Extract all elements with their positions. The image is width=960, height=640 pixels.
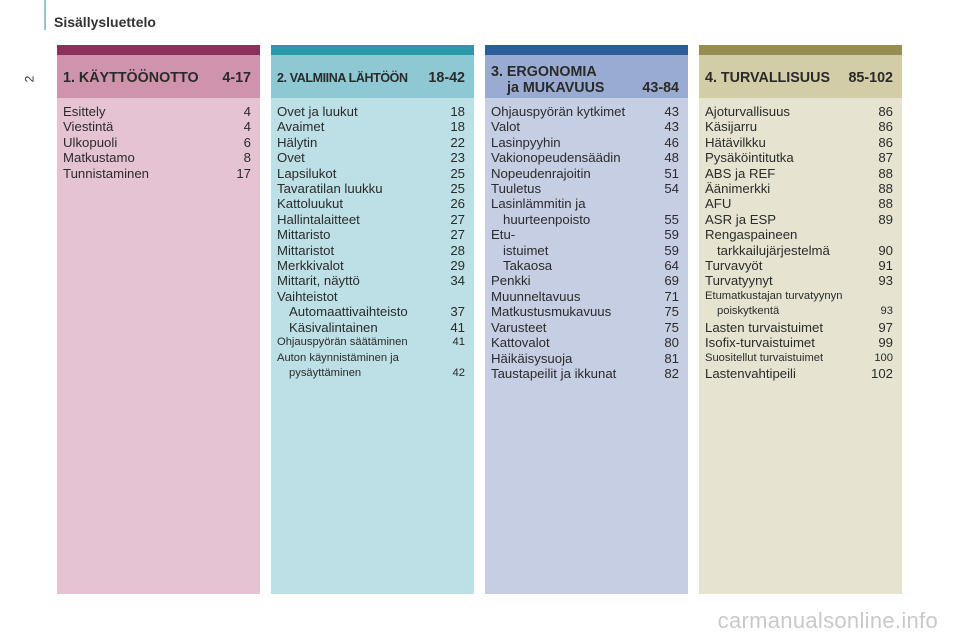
toc-entry-label: Mittaristot <box>277 242 335 258</box>
toc-entry-label: Nopeudenrajoitin <box>491 165 591 181</box>
toc-entry-label: Hallintalaitteet <box>277 211 360 227</box>
toc-entry-label: Vakionopeudensäädin <box>491 150 621 166</box>
toc-entry-label: Käsijarru <box>705 119 758 135</box>
toc-entry[interactable] <box>705 181 893 196</box>
toc-entry[interactable] <box>63 119 251 134</box>
toc-entry-label: Esittely <box>63 104 106 119</box>
toc-section-turvallisuus <box>699 45 902 594</box>
toc-entry[interactable] <box>277 104 465 119</box>
toc-entry-label: ASR ja ESP <box>705 211 777 227</box>
toc-entry-page: 17 <box>236 165 251 181</box>
section-title: 3. ERGONOMIA <box>491 64 597 80</box>
header-accent-line <box>44 0 46 30</box>
toc-entry-page: 88 <box>878 165 893 181</box>
toc-entry-page: 23 <box>450 150 465 166</box>
toc-entry-label: Ovet <box>277 150 305 166</box>
toc-entry-page: 51 <box>664 165 679 181</box>
section-title: 2. VALMIINA LÄHTÖÖN <box>277 71 408 85</box>
toc-entry-page: 86 <box>878 119 893 135</box>
toc-entry[interactable] <box>705 166 893 181</box>
toc-entry-page: 4 <box>243 104 251 119</box>
toc-entry-page: 86 <box>878 104 893 119</box>
toc-entry-label-continued: huurteenpoisto <box>503 211 591 227</box>
toc-entry-page: 87 <box>878 150 893 166</box>
toc-entry-page: 54 <box>664 181 679 197</box>
page-number: 2 <box>22 75 37 83</box>
toc-entry-label: Käsivalintainen <box>289 319 378 335</box>
toc-entry-page: 26 <box>450 196 465 212</box>
toc-entry-page: 42 <box>452 366 465 379</box>
section-color-bar <box>271 45 474 55</box>
toc-entry-label: Etumatkustajan turvatyynyn <box>705 289 843 302</box>
section-header[interactable] <box>699 55 902 98</box>
toc-entry-page: 34 <box>450 273 465 289</box>
toc-entry-page: 69 <box>664 273 679 289</box>
toc-entry-page: 41 <box>450 319 465 335</box>
toc-entry-page: 4 <box>243 119 251 135</box>
toc-entry-label: Pysäköintitutka <box>705 150 794 166</box>
toc-entry-page: 91 <box>878 258 893 274</box>
toc-entry[interactable] <box>63 166 251 181</box>
section-color-bar <box>57 45 260 55</box>
toc-entry[interactable] <box>277 166 465 181</box>
toc-entry-page: 8 <box>243 150 251 166</box>
toc-entry[interactable] <box>277 273 465 288</box>
toc-entry-page: 48 <box>664 150 679 166</box>
toc-entry-page: 88 <box>878 196 893 212</box>
toc-entry[interactable] <box>705 273 893 288</box>
toc-entry-label: Ajoturvallisuus <box>705 104 791 119</box>
toc-entry-page: 80 <box>664 335 679 351</box>
toc-entry-label: Ovet ja luukut <box>277 104 358 119</box>
section-pages: 43-84 <box>642 80 679 96</box>
toc-entry[interactable] <box>491 150 679 165</box>
toc-entry-label: Mittarit, näyttö <box>277 273 360 289</box>
toc-entry-page: 71 <box>664 288 679 304</box>
toc-entry[interactable] <box>705 366 893 381</box>
watermark: carmanualsonline.info <box>717 608 938 633</box>
toc-entry[interactable] <box>277 227 465 242</box>
toc-entry[interactable] <box>277 135 465 150</box>
toc-entry-label: Valot <box>491 119 521 135</box>
toc-entry-label: Lasten turvaistuimet <box>705 319 824 335</box>
toc-entry-label: Ulkopuoli <box>63 134 118 150</box>
toc-entry-page: 43 <box>664 119 679 135</box>
toc-entry[interactable] <box>491 196 679 227</box>
toc-entry-page: 18 <box>450 119 465 135</box>
toc-entry-page: 102 <box>870 365 893 381</box>
toc-entry[interactable] <box>277 150 465 165</box>
toc-entry[interactable] <box>277 196 465 211</box>
toc-entry[interactable] <box>491 273 679 288</box>
toc-entry-label: Hälytin <box>277 134 318 150</box>
toc-entry[interactable] <box>705 320 893 335</box>
section-header[interactable] <box>271 55 474 98</box>
toc-entry-label: Isofix-turvaistuimet <box>705 335 815 351</box>
toc-entry-label: Merkkivalot <box>277 258 344 274</box>
toc-entry[interactable] <box>491 258 679 273</box>
toc-entry-page: 28 <box>450 242 465 258</box>
toc-entry-label: Lapsilukot <box>277 165 337 181</box>
toc-entry[interactable] <box>491 104 679 119</box>
toc-entry-label: ABS ja REF <box>705 165 776 181</box>
toc-entry-label: Takaosa <box>503 258 553 274</box>
toc-entry-page: 27 <box>450 211 465 227</box>
toc-entry-label: Kattoluukut <box>277 196 343 212</box>
toc-entry-page: 25 <box>450 181 465 197</box>
toc-entry-page: 55 <box>664 211 679 227</box>
toc-entry-page: 81 <box>664 350 679 366</box>
toc-entry-label: Auton käynnistäminen ja <box>277 351 399 364</box>
toc-entry[interactable] <box>491 181 679 196</box>
toc-entry-label: Äänimerkki <box>705 181 771 197</box>
toc-entry-page: 82 <box>664 365 679 381</box>
toc-entry-label: Matkustusmukavuus <box>491 304 612 320</box>
toc-entry-label: Muunneltavuus <box>491 288 581 304</box>
section-color-bar <box>485 45 688 55</box>
toc-entry-page: 93 <box>880 305 893 318</box>
toc-entry[interactable] <box>705 351 893 366</box>
toc-entry-label: Kattovalot <box>491 335 550 351</box>
toc-entry[interactable] <box>705 104 893 119</box>
toc-entry-label: Ohjauspyörän kytkimet <box>491 104 626 119</box>
toc-entry[interactable] <box>277 320 465 335</box>
toc-entry-page: 29 <box>450 258 465 274</box>
toc-list <box>271 98 474 381</box>
toc-entry-page: 27 <box>450 227 465 243</box>
toc-entry-page: 90 <box>878 242 893 258</box>
toc-entry[interactable] <box>491 243 679 258</box>
toc-entry-label: Mittaristo <box>277 227 331 243</box>
toc-entry-page: 75 <box>664 304 679 320</box>
toc-entry-label: Turvavyöt <box>705 258 763 274</box>
toc-entry[interactable] <box>277 212 465 227</box>
toc-entry-label: Suositellut turvaistuimet <box>705 351 824 364</box>
section-pages: 18-42 <box>428 70 465 86</box>
toc-entry-page: 99 <box>878 335 893 351</box>
toc-entry[interactable] <box>63 135 251 150</box>
toc-entry[interactable] <box>277 181 465 196</box>
toc-entry-label: Tuuletus <box>491 181 542 197</box>
toc-entry[interactable] <box>63 150 251 165</box>
toc-entry-label: Ohjauspyörän säätäminen <box>277 336 408 349</box>
toc-entry[interactable] <box>491 135 679 150</box>
toc-entry-page: 46 <box>664 134 679 150</box>
toc-entry-page: 93 <box>878 273 893 289</box>
toc-entry[interactable] <box>277 289 465 304</box>
toc-entry-label: Penkki <box>491 273 531 289</box>
toc-entry[interactable] <box>277 258 465 273</box>
toc-entry[interactable] <box>491 320 679 335</box>
toc-entry[interactable] <box>277 243 465 258</box>
toc-entry-page: 89 <box>878 211 893 227</box>
toc-entry-page: 86 <box>878 134 893 150</box>
toc-entry-label: Hätävilkku <box>705 134 766 150</box>
toc-entry[interactable] <box>491 366 679 381</box>
section-title: 1. KÄYTTÖÖNOTTO <box>63 70 199 86</box>
toc-entry-label: Viestintä <box>63 119 114 135</box>
toc-entry-page: 64 <box>664 258 679 274</box>
toc-entry-page: 59 <box>664 242 679 258</box>
toc-entry-page: 97 <box>878 319 893 335</box>
toc-entry-page: 41 <box>452 336 465 349</box>
toc-entry-label-continued: tarkkailujärjestelmä <box>717 242 830 258</box>
toc-entry[interactable] <box>491 119 679 134</box>
toc-entry-label: Turvatyynyt <box>705 273 773 289</box>
section-color-bar <box>699 45 902 55</box>
page-title: Sisällysluettelo <box>54 14 156 30</box>
section-header[interactable] <box>57 55 260 98</box>
toc-entry-label: Tunnistaminen <box>63 165 150 181</box>
toc-list <box>57 98 260 181</box>
section-pages: 4-17 <box>222 70 251 86</box>
toc-entry-label: Häikäisysuoja <box>491 350 573 366</box>
toc-entry-label: Tavaratilan luukku <box>277 181 383 197</box>
toc-entry-page: 59 <box>664 227 679 243</box>
toc-entry[interactable] <box>705 196 893 211</box>
toc-entry-page: 6 <box>243 134 251 150</box>
toc-entry[interactable] <box>705 135 893 150</box>
toc-entry[interactable] <box>277 119 465 134</box>
toc-entry-page: 75 <box>664 319 679 335</box>
toc-entry-label: Lasinlämmitin ja <box>491 196 586 212</box>
section-pages: 85-102 <box>848 70 893 86</box>
toc-entry[interactable] <box>705 150 893 165</box>
toc-entry-label: Taustapeilit ja ikkunat <box>491 365 617 381</box>
toc-entry-page: 22 <box>450 134 465 150</box>
toc-entry-page: 18 <box>450 104 465 119</box>
toc-entry[interactable] <box>705 289 893 320</box>
toc-list <box>699 98 902 381</box>
toc-entry-label: Lasinpyyhin <box>491 134 561 150</box>
toc-entry[interactable] <box>705 335 893 350</box>
toc-entry-label: istuimet <box>503 242 549 258</box>
section-header[interactable] <box>485 55 688 98</box>
toc-entry-label-continued: poiskytkentä <box>717 305 780 318</box>
toc-entry-label: Avaimet <box>277 119 325 135</box>
section-title-line2: ja MUKAVUUS <box>507 80 605 96</box>
toc-entry-label: Etu- <box>491 227 516 243</box>
toc-entry[interactable] <box>491 335 679 350</box>
toc-entry[interactable] <box>705 227 893 258</box>
toc-entry-page: 37 <box>450 304 465 320</box>
toc-entry-page: 43 <box>664 104 679 119</box>
toc-entry-label: Vaihteistot <box>277 288 338 304</box>
toc-entry[interactable] <box>277 351 465 382</box>
toc-section-ergonomia <box>485 45 688 594</box>
toc-entry[interactable] <box>491 289 679 304</box>
toc-list <box>485 98 688 381</box>
toc-entry[interactable] <box>491 351 679 366</box>
toc-entry-label: Matkustamo <box>63 150 135 166</box>
toc-entry[interactable] <box>277 335 465 350</box>
toc-entry-label: Varusteet <box>491 319 547 335</box>
toc-entry-page: 25 <box>450 165 465 181</box>
toc-entry-label-continued: pysäyttäminen <box>289 366 362 379</box>
toc-entry-page: 88 <box>878 181 893 197</box>
toc-section-valmiina-lahtoon <box>271 45 474 594</box>
toc-entry[interactable] <box>491 227 679 242</box>
toc-entry-label: Lastenvahtipeili <box>705 365 796 381</box>
toc-entry[interactable] <box>277 304 465 319</box>
toc-entry[interactable] <box>491 166 679 181</box>
toc-entry[interactable] <box>491 304 679 319</box>
toc-entry-label: Automaattivaihteisto <box>289 304 408 320</box>
toc-entry-page: 100 <box>874 351 893 364</box>
toc-entry[interactable] <box>705 258 893 273</box>
section-title: 4. TURVALLISUUS <box>705 70 830 86</box>
toc-entry[interactable] <box>63 104 251 119</box>
toc-entry[interactable] <box>705 119 893 134</box>
toc-entry[interactable] <box>705 212 893 227</box>
toc-entry-label: AFU <box>705 196 732 212</box>
toc-entry-label: Rengaspaineen <box>705 227 798 243</box>
toc-section-kayttoonotto <box>57 45 260 594</box>
